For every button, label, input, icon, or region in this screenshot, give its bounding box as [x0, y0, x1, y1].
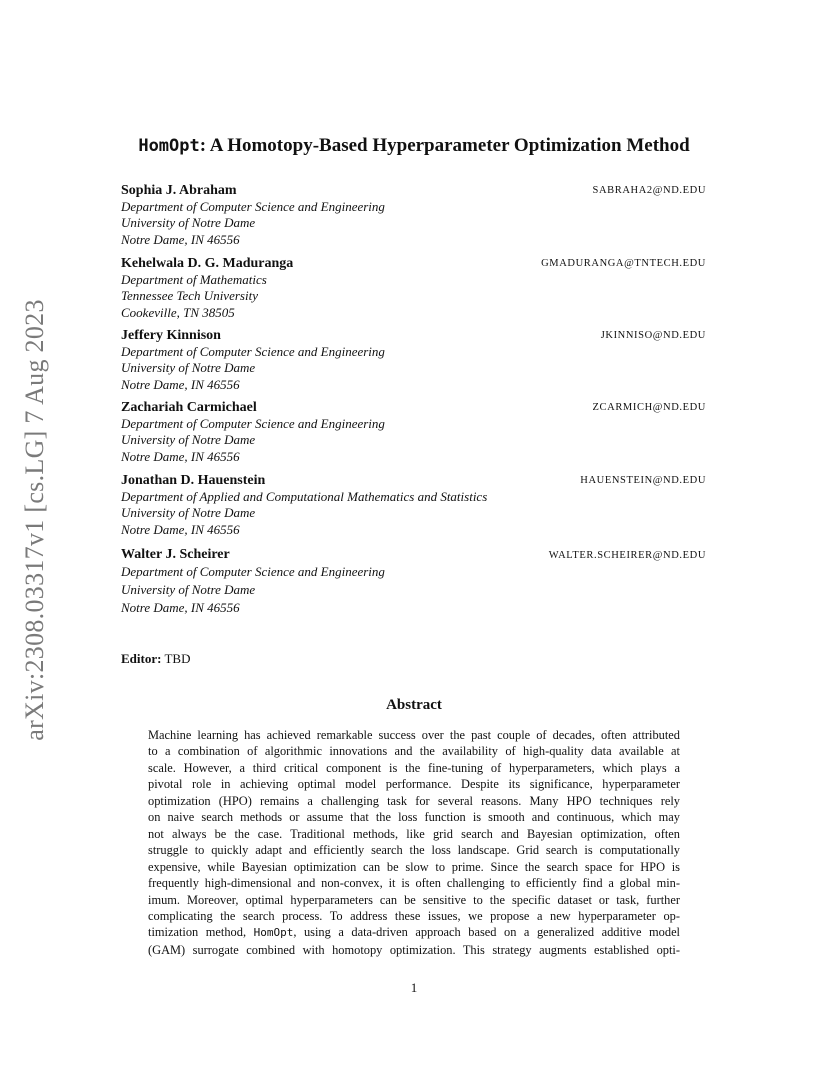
author-name: Sophia J. Abraham [121, 183, 237, 198]
abstract-line: pivotal role in achieving optimal model performance. Despite its significance, hyperparameter [148, 777, 680, 792]
author-affiliation-line: Tennessee Tech University [121, 288, 258, 304]
author-email: SABRAHA2@ND.EDU [592, 185, 706, 196]
author-email: GMADURANGA@TNTECH.EDU [541, 258, 706, 269]
author-affiliation-line: University of Notre Dame [121, 215, 256, 231]
author-block [121, 399, 706, 465]
abstract-line: not always be the case. Traditional methods, like grid search and Bayesian optimization, often [148, 826, 680, 841]
editor-value: TBD [164, 651, 191, 666]
author-affiliation-line: Notre Dame, IN 46556 [121, 448, 240, 464]
author-affiliation-line: University of Notre Dame [121, 432, 256, 448]
author-name: Walter J. Scheirer [121, 547, 230, 562]
author-affiliation-line: Notre Dame, IN 46556 [121, 376, 240, 392]
author-affiliation-line: University of Notre Dame [121, 360, 256, 376]
title-text: : A Homotopy-Based Hyperparameter Optimization Method [199, 135, 690, 156]
author-affiliation-line: Department of Computer Science and Engineering [121, 416, 385, 431]
arxiv-identifier-stamp: arXiv:2308.03317v1 [cs.LG] 7 Aug 2023 [20, 299, 49, 741]
abstract-line: expensive, while Bayesian optimization can be slow to prime. Since the search space for HPO is [148, 859, 680, 874]
author-email: JKINNISO@ND.EDU [600, 330, 706, 341]
abstract-line [148, 924, 680, 941]
author-affiliation-line: Department of Mathematics [121, 272, 267, 287]
author-email: WALTER.SCHEIRER@ND.EDU [548, 550, 706, 561]
author-name: Kehelwala D. G. Maduranga [121, 256, 294, 271]
author-name: Jeffery Kinnison [121, 328, 221, 343]
author-affiliation-line: Department of Computer Science and Engineering [121, 199, 385, 214]
abstract-line: optimization (HPO) remains a challenging task for several reasons. Many HPO techniques rely [148, 793, 680, 808]
abstract-line: struggle to quickly adapt and efficiently search the loss landscape. Grid search is computationally [148, 843, 680, 858]
author-block [121, 472, 706, 538]
method-name-inline: HomOpt [253, 926, 294, 940]
abstract-line: to a combination of algorithmic innovations and the availability of high-quality data available at [148, 744, 680, 759]
author-affiliation-line: University of Notre Dame [121, 505, 256, 521]
author-name: Jonathan D. Hauenstein [121, 473, 266, 488]
author-affiliation-line: Department of Applied and Computational Mathematics and Statistics [121, 489, 488, 504]
author-affiliation-line: Notre Dame, IN 46556 [121, 600, 240, 615]
author-affiliation-line: Department of Computer Science and Engineering [121, 344, 385, 359]
author-affiliation-line: Notre Dame, IN 46556 [121, 521, 240, 537]
abstract-text: , using a data-driven approach based on a generalized additive model [293, 925, 681, 940]
author-affiliation-line: Cookeville, TN 38505 [121, 304, 235, 320]
author-email: ZCARMICH@ND.EDU [592, 402, 706, 413]
abstract-heading: Abstract [386, 697, 442, 713]
author-block [121, 182, 706, 248]
author-block [121, 327, 706, 393]
editor-line [121, 651, 190, 667]
editor-label: Editor: [121, 651, 162, 666]
author-affiliation-line: University of Notre Dame [121, 582, 256, 597]
author-affiliation-line: Department of Computer Science and Engineering [121, 564, 385, 579]
abstract-line: frequently high-dimensional and non-convex, it is often challenging to efficiently find a global min- [148, 876, 680, 891]
paper-title [0, 133, 828, 159]
method-name: HomOpt [138, 136, 200, 156]
abstract-line: Machine learning has achieved remarkable success over the past couple of decades, often attributed [148, 728, 680, 742]
author-block [121, 255, 706, 321]
abstract-line: on naive search methods or assume that the loss function is smooth and continuous, which may [148, 810, 680, 825]
abstract-text: timization method, [148, 925, 254, 940]
abstract-line: imum. Moreover, optimal hyperparameters can be sensitive to the specific dataset or task, further [148, 892, 680, 907]
author-email: HAUENSTEIN@ND.EDU [580, 475, 706, 486]
author-name: Zachariah Carmichael [121, 400, 257, 415]
page-number: 1 [410, 980, 418, 995]
abstract-line: scale. However, a third critical component is the fine-tuning of hyperparameters, which plays a [148, 760, 680, 775]
abstract-body [148, 727, 680, 958]
author-block [121, 546, 706, 617]
abstract-line: complicating the search process. To address these issues, we propose a new hyperparameter op- [148, 908, 680, 923]
author-affiliation-line: Notre Dame, IN 46556 [121, 231, 240, 247]
abstract-line: (GAM) surrogate combined with homotopy optimization. This strategy augments established opti- [148, 942, 680, 957]
